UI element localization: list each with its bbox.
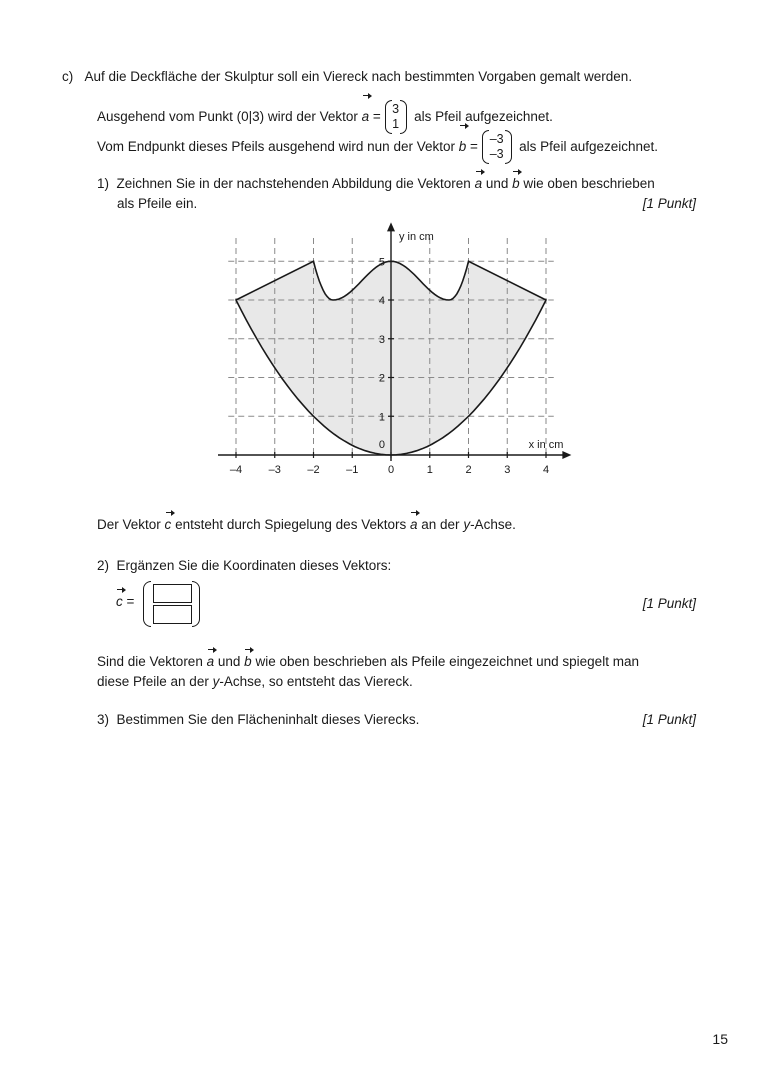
- paragraph-line2-post: -Achse, so entsteht das Viereck.: [219, 674, 413, 689]
- x-tick-label: –2: [307, 464, 320, 476]
- page-number: 15: [712, 1031, 728, 1047]
- mirror-sentence: [97, 517, 516, 532]
- mirror-pre: Der Vektor: [97, 517, 161, 532]
- paragraph-und: und: [217, 654, 241, 669]
- task-1-und: und: [485, 176, 509, 191]
- x-tick-label: 1: [426, 464, 433, 476]
- paragraph-vector-b: b: [244, 654, 252, 669]
- y-axis-label: y in cm: [399, 230, 434, 243]
- task-2-equals: =: [126, 594, 135, 609]
- task-2-label: 2): [97, 558, 110, 573]
- paragraph-line2-pre: diese Pfeile an der: [97, 674, 209, 689]
- answer-box-x[interactable]: [153, 584, 192, 603]
- task-1-points: [1 Punkt]: [642, 196, 696, 211]
- vector-a-symbol: a: [362, 100, 370, 134]
- vector-a-line-pre: Ausgehend vom Punkt (0|3) wird der Vektor: [97, 109, 358, 124]
- vector-a-y: 1: [392, 117, 400, 132]
- vector-b-column: [482, 130, 512, 164]
- paragraph-post: wie oben beschrieben als Pfeile eingezeichnet und spiegelt man: [255, 654, 639, 669]
- vector-b-line-pre: Vom Endpunkt dieses Pfeils ausgehend wird nun der Vektor: [97, 139, 455, 154]
- vector-b-line-post: als Pfeil aufgezeichnet.: [519, 139, 659, 154]
- mirror-axis: y: [463, 517, 471, 532]
- mirror-mid: entsteht durch Spiegelung des Vektors: [175, 517, 407, 532]
- x-tick-label: 0: [387, 464, 395, 476]
- y-axis-arrow: [387, 222, 395, 231]
- x-tick-label: 3: [504, 464, 511, 476]
- mirror-vector-a: a: [409, 517, 418, 532]
- mirror-post-pre: an der: [421, 517, 460, 532]
- task-1-line2: als Pfeile ein.: [117, 196, 198, 211]
- paragraph-line2: [97, 674, 413, 689]
- task-1-label: 1): [97, 176, 110, 191]
- task-2-points: [1 Punkt]: [642, 596, 696, 611]
- mirror-vector-c: c: [164, 517, 172, 532]
- task-1-vector-b: b: [512, 176, 520, 191]
- y-tick-label: 1: [378, 411, 385, 424]
- paragraph-pre: Sind die Vektoren: [97, 654, 203, 669]
- vector-a-line: Ausgehend vom Punkt (0|3) wird der Vektor a = 3 1 als Pfeil aufgezeichnet.: [97, 100, 553, 134]
- section-label: c): [62, 69, 74, 84]
- y-tick-label: 5: [378, 256, 385, 269]
- vector-a-line-post: als Pfeil aufgezeichnet.: [414, 109, 553, 124]
- figure-svg: [218, 222, 578, 482]
- intro-text: Auf die Deckfläche der Skulptur soll ein Viereck nach bestimmten Vorgaben gemalt werden.: [84, 69, 633, 84]
- paragraph-line1: [97, 654, 639, 669]
- vector-a-x: 3: [392, 102, 400, 117]
- x-tick-label: –3: [268, 464, 281, 476]
- y-tick-label: 4: [378, 295, 385, 307]
- vector-b-symbol: b: [459, 130, 467, 164]
- x-axis-arrow: [562, 451, 571, 459]
- task-1-line1: [97, 176, 655, 191]
- y-tick-label: 2: [378, 372, 385, 385]
- x-tick-label: –1: [346, 464, 359, 476]
- paragraph-axis: y: [212, 674, 220, 689]
- task-1-text-post: wie oben beschrieben: [523, 176, 655, 191]
- y-tick-label: 3: [378, 333, 385, 346]
- answer-box-y[interactable]: [153, 605, 192, 624]
- x-tick-label: –4: [229, 464, 243, 476]
- task-3-line: [97, 712, 419, 727]
- task-3-points: [1 Punkt]: [642, 712, 696, 727]
- task-1-text-pre: Zeichnen Sie in der nachstehenden Abbildung die Vektoren: [116, 176, 471, 191]
- task-1-vector-a: a: [474, 176, 483, 191]
- vector-b-x: –3: [489, 132, 504, 147]
- task-2-vector-c: [116, 594, 134, 609]
- section-c-intro: [62, 69, 632, 84]
- task-3-text: Bestimmen Sie den Flächeninhalt dieses Vierecks.: [116, 712, 420, 727]
- x-tick-label: 2: [465, 464, 472, 476]
- task-2-vector-c-symbol: c: [116, 594, 123, 609]
- task-3-label: 3): [97, 712, 110, 727]
- vector-b-y: –3: [489, 147, 504, 162]
- task-2-line: [97, 558, 391, 573]
- x-axis-label: x in cm: [528, 439, 564, 451]
- paragraph-vector-a: a: [206, 654, 215, 669]
- y-tick-label: 0: [378, 439, 385, 451]
- skulptur-figure: [218, 222, 578, 485]
- vector-b-line: Vom Endpunkt dieses Pfeils ausgehend wird nun der Vektor b = –3 –3 als Pfeil aufgezeichnet.: [97, 130, 658, 164]
- x-tick-label: 4: [542, 464, 550, 476]
- mirror-post-end: -Achse.: [470, 517, 516, 532]
- task-2-text: Ergänzen Sie die Koordinaten dieses Vektors:: [116, 558, 392, 573]
